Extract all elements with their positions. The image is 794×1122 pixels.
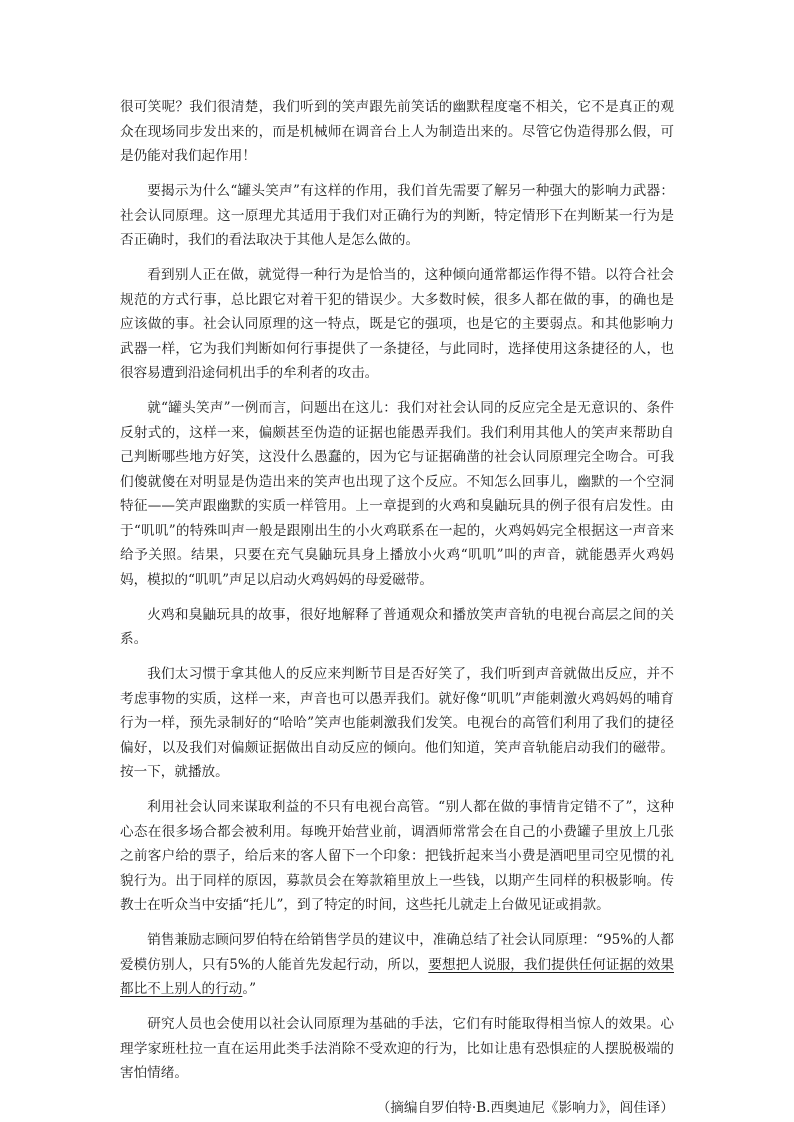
paragraph-1: 很可笑呢？我们很清楚，我们听到的笑声跟先前笑话的幽默程度毫不相关，它不是真正的观众在现场同步发出来的，而是机械师在调音台上人为制造出来的。尽管它伪造得那么假，可是仍能对我们起作用！ [120,99,674,164]
paragraph-8 [120,928,674,1002]
paragraph-2: 要揭示为什么“罐头笑声”有这样的作用，我们首先需要了解另一种强大的影响力武器：社会认同原理。这一原理尤其适用于我们对正确行为的判断，特定情形下在判断某一行为是否正确时，我们的看法取决于其他人是怎么做的。 [120,183,674,248]
paragraph-8-after: 。” [242,981,257,997]
paragraph-4: 就“罐头笑声”一例而言，问题出在这儿：我们对社会认同的反应完全是无意识的、条件反射式的，这样一来，偏颇甚至伪造的证据也能愚弄我们。我们利用其他人的笑声来帮助自己判断哪些地方好笑，这没什么愚蠢的，因为它与证据确凿的社会认同原理完全吻合。可我们傻就傻在对明显是伪造出来的笑声也出现了这个反应。不知怎么回事儿，幽默的一个空洞特征——笑声跟幽默的实质一样管用。上一章提到的火鸡和臭鼬玩具的例子很有启发性。由于“叽叽”的特殊叫声一般是跟刚出生的小火鸡联系在一起的，火鸡妈妈完全根据这一声音来给予关照。结果，只要在充气臭鼬玩具身上播放小火鸡“叽叽”叫的声音，就能愚弄火鸡妈妈，模拟的“叽叽”声足以启动火鸡妈妈的母爱磁带。 [120,400,674,588]
paragraph-5: 火鸡和臭鼬玩具的故事，很好地解释了普通观众和播放笑声音轨的电视台高层之间的关系。 [120,606,674,647]
source-citation: （摘编自罗伯特·B.西奥迪尼《影响力》，闾佳译） [376,1100,674,1116]
underlined-quote: 要想把人说服，我们提供任何证据的效果都比不上别人的行动 [120,956,674,997]
paragraph-7: 利用社会认同来谋取利益的不只有电视台高管。“别人都在做的事情肯定错不了”，这种心态在很多场合都会被利用。每晚开始营业前，调酒师常常会在自己的小费罐子里放上几张之前客户给的票子，给后来的客人留下一个印象：把钱折起来当小费是酒吧里司空见惯的礼貌行为。出于同样的原因，募款员会在筹款箱里放上一些钱，以期产生同样的积极影响。传教士在听众当中安插“托儿”，到了特定的时间，这些托儿就走上台做见证或捐款。 [120,799,674,913]
paragraph-9: 研究人员也会使用以社会认同原理为基础的手法，它们有时能取得相当惊人的效果。心理学家班杜拉一直在运用此类手法消除不受欢迎的行为，比如让患有恐惧症的人摆脱极端的害怕情绪。 [120,1016,674,1081]
paragraph-8-before: 销售兼励志顾问罗伯特在给销售学员的建议中，准确总结了社会认同原理：“95%的人都爱模仿别人，只有5%的人能首先发起行动，所以， [120,932,674,973]
paragraph-6: 我们太习惯于拿其他人的反应来判断节目是否好笑了，我们听到声音就做出反应，并不考虑事物的实质，这样一来，声音也可以愚弄我们。就好像“叽叽”声能刺激火鸡妈妈的哺育行为一样，预先录制好的“哈哈”笑声也能刺激我们发笑。电视台的高管们利用了我们的捷径偏好，以及我们对偏颇证据做出自动反应的倾向。他们知道，笑声音轨能启动我们的磁带。按一下，就播放。 [120,666,674,780]
paragraph-3: 看到别人正在做，就觉得一种行为是恰当的，这种倾向通常都运作得不错。以符合社会规范的方式行事，总比跟它对着干犯的错误少。大多数时候，很多人都在做的事，的确也是应该做的事。社会认同原理的这一特点，既是它的强项，也是它的主要弱点。和其他影响力武器一样，它为我们判断如何行事提供了一条捷径，与此同时，选择使用这条捷径的人，也很容易遭到沿途伺机出手的牟利者的攻击。 [120,267,674,381]
